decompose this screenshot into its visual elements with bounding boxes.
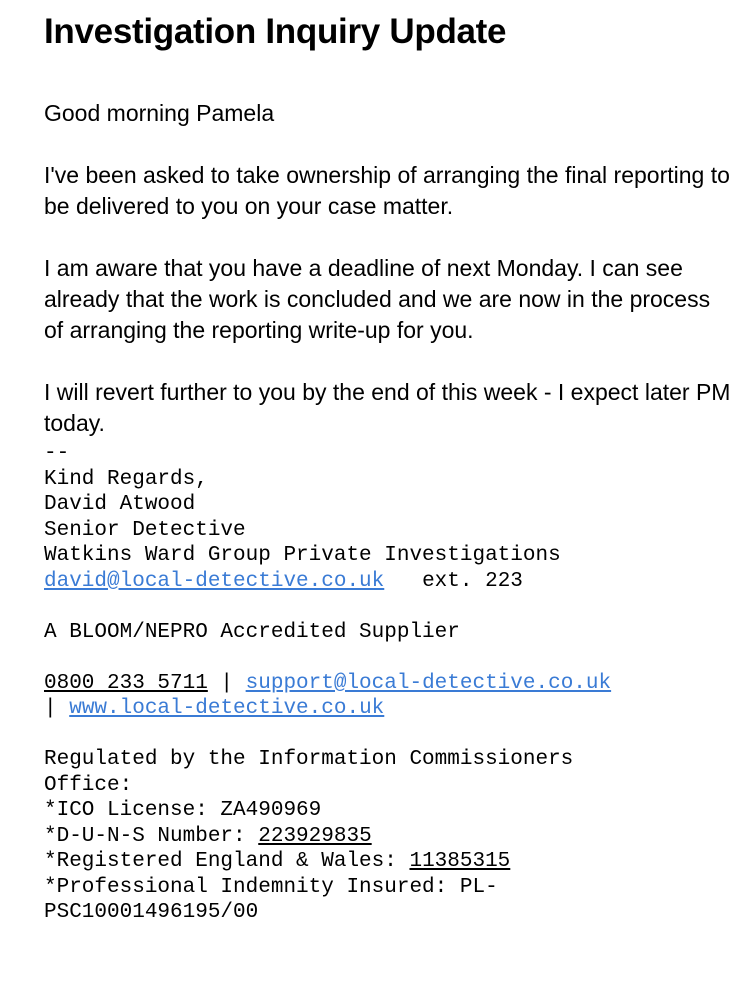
signature-phone[interactable]: 0800 233 5711 <box>44 671 208 695</box>
signature-closing: Kind Regards, <box>44 467 208 491</box>
signature-spacer <box>44 594 734 620</box>
signature-ico-license: *ICO License: ZA490969 <box>44 799 322 822</box>
email-paragraph-3: I will revert further to you by the end of this week - I expect later PM today. <box>44 379 731 436</box>
email-view <box>44 0 734 926</box>
signature-separator: | <box>44 697 70 720</box>
signature-contact-line <box>44 569 734 595</box>
signature-separator: | <box>207 671 246 695</box>
signature-dashes: -- <box>44 442 70 465</box>
signature-duns-number[interactable]: 223929835 <box>258 824 372 848</box>
signature-spacer <box>44 722 734 748</box>
signature-website-line <box>44 696 734 722</box>
signature-duns-line <box>44 824 734 850</box>
signature-registered-number[interactable]: 11385315 <box>409 850 511 873</box>
email-greeting: Good morning Pamela <box>44 100 275 126</box>
signature-name: David Atwood <box>44 493 196 516</box>
signature-registered-label: *Registered England & Wales: <box>44 850 410 873</box>
signature-accreditation: A BLOOM/NEPRO Accredited Supplier <box>44 620 460 644</box>
email-signature <box>44 441 734 926</box>
signature-registered-line <box>44 849 734 875</box>
signature-website-link[interactable]: www.local-detective.co.uk <box>69 697 385 720</box>
signature-regulated-line-2: Office: <box>44 773 133 797</box>
email-paragraph-1: I've been asked to take ownership of arranging the final reporting to be delivered to you on your case matter. <box>44 162 730 219</box>
signature-title: Senior Detective <box>44 518 246 542</box>
signature-spacer <box>44 645 734 671</box>
signature-support-email-link[interactable]: support@local-detective.co.uk <box>245 671 612 695</box>
email-subject: Investigation Inquiry Update <box>44 12 507 51</box>
email-paragraph-2: I am aware that you have a deadline of next Monday. I can see already that the work is concluded and we are now in the process of arranging the reporting write-up for you. <box>44 255 711 343</box>
signature-duns-label: *D-U-N-S Number: <box>44 824 259 848</box>
signature-links-line <box>44 671 734 697</box>
signature-email-link[interactable]: david@local-detective.co.uk <box>44 569 385 593</box>
signature-company: Watkins Ward Group Private Investigations <box>44 544 561 567</box>
signature-extension: ext. 223 <box>422 569 523 593</box>
signature-indemnity-line-1: *Professional Indemnity Insured: PL- <box>44 875 498 899</box>
signature-regulated-line-1: Regulated by the Information Commissioners <box>44 748 574 771</box>
signature-indemnity-line-2: PSC10001496195/00 <box>44 901 259 924</box>
